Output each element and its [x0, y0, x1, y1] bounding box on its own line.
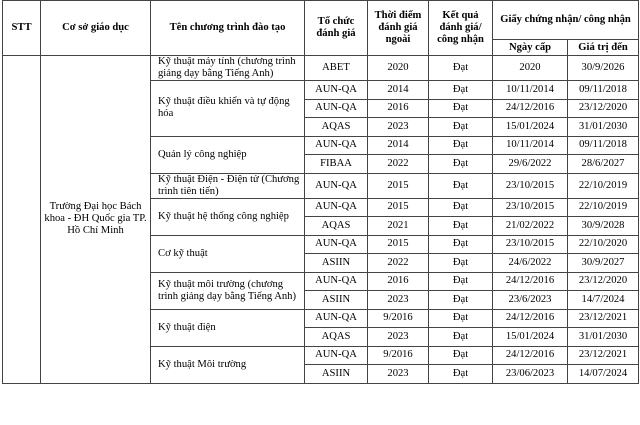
organization-cell: AQAS — [305, 118, 368, 137]
result-cell: Đạt — [429, 118, 493, 137]
result-cell: Đạt — [429, 254, 493, 273]
accreditation-table — [2, 0, 639, 384]
issue-date-cell: 15/01/2024 — [493, 118, 568, 137]
result-cell: Đạt — [429, 81, 493, 100]
valid-until-cell: 30/9/2026 — [568, 56, 639, 81]
evaluation-time-cell: 2023 — [368, 118, 429, 137]
program-name-cell: Kỹ thuật máy tính (chương trình giảng dạy bằng Tiếng Anh) — [151, 56, 305, 81]
issue-date-cell: 24/12/2016 — [493, 346, 568, 365]
evaluation-time-cell: 2015 — [368, 173, 429, 198]
issue-date-cell: 23/6/2023 — [493, 291, 568, 310]
issue-date-cell: 10/11/2014 — [493, 136, 568, 155]
program-name-cell: Cơ kỹ thuật — [151, 235, 305, 272]
organization-cell: AUN-QA — [305, 99, 368, 118]
program-name-cell: Kỹ thuật hệ thống công nghiệp — [151, 198, 305, 235]
issue-date-cell: 10/11/2014 — [493, 81, 568, 100]
issue-date-cell: 15/01/2024 — [493, 328, 568, 347]
issue-date-cell: 2020 — [493, 56, 568, 81]
issue-date-cell: 24/6/2022 — [493, 254, 568, 273]
issue-date-cell: 24/12/2016 — [493, 272, 568, 291]
issue-date-cell: 24/12/2016 — [493, 99, 568, 118]
organization-cell: AUN-QA — [305, 81, 368, 100]
valid-until-cell: 31/01/2030 — [568, 328, 639, 347]
organization-cell: ASIIN — [305, 291, 368, 310]
header-stt: STT — [3, 1, 41, 56]
result-cell: Đạt — [429, 56, 493, 81]
evaluation-time-cell: 2014 — [368, 136, 429, 155]
issue-date-cell: 29/6/2022 — [493, 155, 568, 174]
institution-cell: Trường Đại học Bách khoa - ĐH Quốc gia TP. Hồ Chí Minh — [41, 56, 151, 384]
evaluation-time-cell: 2016 — [368, 272, 429, 291]
evaluation-time-cell: 9/2016 — [368, 309, 429, 328]
result-cell: Đạt — [429, 198, 493, 217]
program-name-cell: Quản lý công nghiệp — [151, 136, 305, 173]
organization-cell: AUN-QA — [305, 136, 368, 155]
evaluation-time-cell: 2022 — [368, 254, 429, 273]
issue-date-cell: 23/10/2015 — [493, 235, 568, 254]
valid-until-cell: 23/12/2021 — [568, 346, 639, 365]
organization-cell: ABET — [305, 56, 368, 81]
result-cell: Đạt — [429, 99, 493, 118]
evaluation-time-cell: 2023 — [368, 291, 429, 310]
organization-cell: ASIIN — [305, 254, 368, 273]
issue-date-cell: 23/06/2023 — [493, 365, 568, 384]
organization-cell: AUN-QA — [305, 198, 368, 217]
evaluation-time-cell: 9/2016 — [368, 346, 429, 365]
issue-date-cell: 23/10/2015 — [493, 198, 568, 217]
valid-until-cell: 23/12/2020 — [568, 272, 639, 291]
organization-cell: AQAS — [305, 328, 368, 347]
header-institution: Cơ sở giáo dục — [41, 1, 151, 56]
result-cell: Đạt — [429, 217, 493, 236]
organization-cell: AUN-QA — [305, 272, 368, 291]
program-name-cell: Kỹ thuật điều khiển và tự động hóa — [151, 81, 305, 137]
issue-date-cell: 21/02/2022 — [493, 217, 568, 236]
organization-cell: AUN-QA — [305, 173, 368, 198]
valid-until-cell: 14/07/2024 — [568, 365, 639, 384]
evaluation-time-cell: 2023 — [368, 328, 429, 347]
header-result: Kết quả đánh giá/ công nhận — [429, 1, 493, 56]
issue-date-cell: 23/10/2015 — [493, 173, 568, 198]
result-cell: Đạt — [429, 291, 493, 310]
evaluation-time-cell: 2022 — [368, 155, 429, 174]
header-certificate: Giấy chứng nhận/ công nhận — [493, 1, 639, 40]
result-cell: Đạt — [429, 328, 493, 347]
result-cell: Đạt — [429, 235, 493, 254]
evaluation-time-cell: 2020 — [368, 56, 429, 81]
header-issue-date: Ngày cấp — [493, 40, 568, 56]
valid-until-cell: 22/10/2020 — [568, 235, 639, 254]
table-row — [3, 56, 639, 81]
result-cell: Đạt — [429, 272, 493, 291]
organization-cell: AQAS — [305, 217, 368, 236]
result-cell: Đạt — [429, 136, 493, 155]
valid-until-cell: 09/11/2018 — [568, 136, 639, 155]
valid-until-cell: 30/9/2027 — [568, 254, 639, 273]
evaluation-time-cell: 2016 — [368, 99, 429, 118]
organization-cell: ASIIN — [305, 365, 368, 384]
header-valid-until: Giá trị đến — [568, 40, 639, 56]
program-name-cell: Kỹ thuật Môi trường — [151, 346, 305, 383]
program-name-cell: Kỹ thuật Điện - Điện tử (Chương trình tiên tiến) — [151, 173, 305, 198]
valid-until-cell: 14/7/2024 — [568, 291, 639, 310]
organization-cell: FIBAA — [305, 155, 368, 174]
valid-until-cell: 23/12/2021 — [568, 309, 639, 328]
result-cell: Đạt — [429, 309, 493, 328]
header-evaluation-time: Thời điểm đánh giá ngoài — [368, 1, 429, 56]
table-header — [3, 1, 639, 56]
result-cell: Đạt — [429, 155, 493, 174]
valid-until-cell: 31/01/2030 — [568, 118, 639, 137]
evaluation-time-cell: 2015 — [368, 235, 429, 254]
evaluation-time-cell: 2021 — [368, 217, 429, 236]
valid-until-cell: 22/10/2019 — [568, 198, 639, 217]
valid-until-cell: 22/10/2019 — [568, 173, 639, 198]
organization-cell: AUN-QA — [305, 346, 368, 365]
valid-until-cell: 30/9/2028 — [568, 217, 639, 236]
evaluation-time-cell: 2015 — [368, 198, 429, 217]
evaluation-time-cell: 2023 — [368, 365, 429, 384]
result-cell: Đạt — [429, 346, 493, 365]
evaluation-time-cell: 2014 — [368, 81, 429, 100]
header-program: Tên chương trình đào tạo — [151, 1, 305, 56]
valid-until-cell: 28/6/2027 — [568, 155, 639, 174]
table-body — [3, 56, 639, 384]
stt-cell — [3, 56, 41, 384]
valid-until-cell: 23/12/2020 — [568, 99, 639, 118]
organization-cell: AUN-QA — [305, 309, 368, 328]
organization-cell: AUN-QA — [305, 235, 368, 254]
issue-date-cell: 24/12/2016 — [493, 309, 568, 328]
header-organization: Tổ chức đánh giá — [305, 1, 368, 56]
valid-until-cell: 09/11/2018 — [568, 81, 639, 100]
result-cell: Đạt — [429, 173, 493, 198]
program-name-cell: Kỹ thuật điện — [151, 309, 305, 346]
program-name-cell: Kỹ thuật môi trường (chương trình giảng dạy bằng Tiếng Anh) — [151, 272, 305, 309]
result-cell: Đạt — [429, 365, 493, 384]
